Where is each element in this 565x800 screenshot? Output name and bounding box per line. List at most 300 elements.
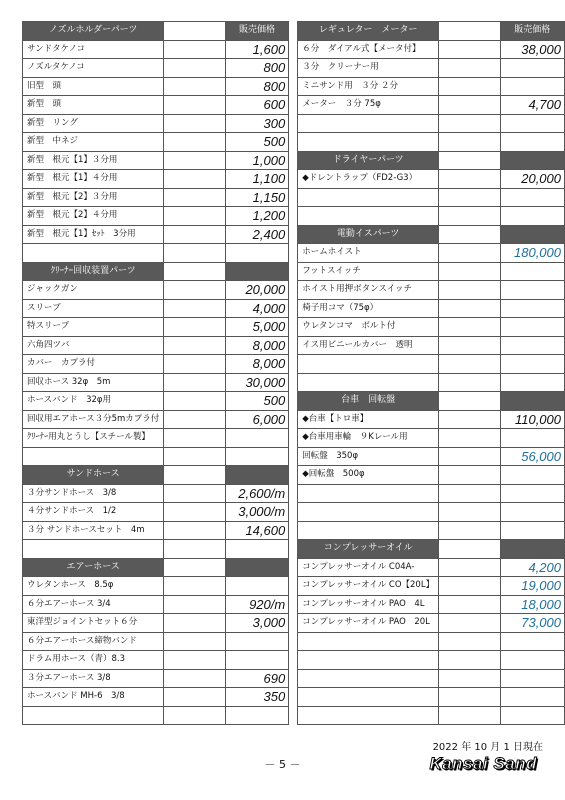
item-price (500, 540, 564, 559)
item-name: 回転盤 350φ (298, 447, 439, 466)
item-name: コンプレッサーオイル C04A- (298, 558, 439, 577)
table-row (23, 410, 565, 429)
column-gap (289, 96, 298, 115)
column-gap (289, 22, 298, 41)
table-row (23, 540, 565, 559)
column-gap (289, 706, 298, 725)
spacer-cell (439, 688, 501, 707)
spacer-cell (164, 373, 226, 392)
item-price (500, 225, 564, 244)
item-name: 新型 頭 (23, 96, 164, 115)
spacer-cell (164, 40, 226, 59)
item-price (225, 466, 288, 485)
item-name: ホースバンド MH-6 3/8 (23, 688, 164, 707)
spacer-cell (439, 133, 501, 152)
spacer-cell (164, 669, 226, 688)
item-name: ３分 サンドホースセット 4m (23, 521, 164, 540)
item-name: ホイスト用押ボタンスイッチ (298, 281, 439, 300)
table-row (23, 40, 565, 59)
spacer-cell (439, 336, 501, 355)
column-gap (289, 336, 298, 355)
item-price: 6,000 (225, 410, 288, 429)
column-gap (289, 392, 298, 411)
section-heading: 台車 回転盤 (298, 392, 439, 411)
item-name: ◆台車用車輪 ９Kレール用 (298, 429, 439, 448)
item-price: 8,000 (225, 355, 288, 374)
item-price: 30,000 (225, 373, 288, 392)
table-row (23, 188, 565, 207)
item-price: 1,100 (225, 170, 288, 189)
column-gap (289, 59, 298, 78)
column-gap (289, 281, 298, 300)
spacer-cell (164, 96, 226, 115)
item-price (500, 651, 564, 670)
table-row (23, 299, 565, 318)
spacer-cell (439, 595, 501, 614)
item-price: 300 (225, 114, 288, 133)
spacer-cell (439, 244, 501, 263)
item-price (500, 355, 564, 374)
item-price: 600 (225, 96, 288, 115)
item-name (23, 244, 164, 263)
table-row (23, 429, 565, 448)
item-price: 3,000/m (225, 503, 288, 522)
item-price (500, 521, 564, 540)
spacer-cell (164, 392, 226, 411)
spacer-cell (439, 355, 501, 374)
item-name: 回収用エアホース３分5mカプラ付 (23, 410, 164, 429)
spacer-cell (164, 503, 226, 522)
item-name (298, 188, 439, 207)
item-price: 800 (225, 59, 288, 78)
spacer-cell (439, 96, 501, 115)
item-name: ６分エアーホース締物バンド (23, 632, 164, 651)
item-name: ジャックガン (23, 281, 164, 300)
spacer-cell (164, 632, 226, 651)
item-price (225, 706, 288, 725)
section-heading: ノズルホルダーパーツ (23, 22, 164, 41)
table-row (23, 595, 565, 614)
item-price (500, 207, 564, 226)
spacer-cell (439, 262, 501, 281)
spacer-cell (164, 688, 226, 707)
spacer-cell (439, 281, 501, 300)
item-price (225, 577, 288, 596)
item-name (298, 355, 439, 374)
spacer-cell (439, 225, 501, 244)
spacer-cell (164, 281, 226, 300)
item-price: 4,200 (500, 558, 564, 577)
item-price: 500 (225, 133, 288, 152)
item-price (225, 651, 288, 670)
column-gap (289, 429, 298, 448)
item-name: 東洋型ジョイントセット６分 (23, 614, 164, 633)
spacer-cell (164, 188, 226, 207)
column-gap (289, 262, 298, 281)
item-name: ドラム用ホース（青）8.3 (23, 651, 164, 670)
column-gap (289, 577, 298, 596)
item-price (500, 466, 564, 485)
item-name: ◆ドレントラップ（FD2-G3） (298, 170, 439, 189)
column-gap (289, 299, 298, 318)
table-row (23, 355, 565, 374)
item-name (298, 114, 439, 133)
item-price: 3,000 (225, 614, 288, 633)
item-price (225, 447, 288, 466)
item-name: ３分 クリーナー用 (298, 59, 439, 78)
item-name: 椅子用コマ（75φ） (298, 299, 439, 318)
spacer-cell (439, 207, 501, 226)
item-name (23, 706, 164, 725)
column-gap (289, 651, 298, 670)
item-price: 180,000 (500, 244, 564, 263)
spacer-cell (439, 706, 501, 725)
spacer-cell (164, 540, 226, 559)
item-name: コンプレッサーオイル PAO 4L (298, 595, 439, 614)
spacer-cell (439, 503, 501, 522)
item-name: ６分エアーホース 3/4 (23, 595, 164, 614)
item-price: 110,000 (500, 410, 564, 429)
column-gap (289, 614, 298, 633)
item-name: 新型 根元【2】３分用 (23, 188, 164, 207)
item-price (500, 59, 564, 78)
spacer-cell (439, 651, 501, 670)
price-list-table (22, 21, 565, 725)
column-gap (289, 632, 298, 651)
item-price: 690 (225, 669, 288, 688)
table-row (23, 632, 565, 651)
table-row (23, 262, 565, 281)
item-price: 56,000 (500, 447, 564, 466)
item-name: 新型 根元【1】３分用 (23, 151, 164, 170)
column-gap (289, 484, 298, 503)
table-row (23, 281, 565, 300)
column-gap (289, 373, 298, 392)
item-name: ◆回転盤 500φ (298, 466, 439, 485)
table-row (23, 151, 565, 170)
item-price (500, 77, 564, 96)
item-price: 5,000 (225, 318, 288, 337)
item-price: 73,000 (500, 614, 564, 633)
item-name: 特スリーブ (23, 318, 164, 337)
item-price (500, 688, 564, 707)
item-name: 新型 中ネジ (23, 133, 164, 152)
item-price (500, 299, 564, 318)
column-gap (289, 225, 298, 244)
spacer-cell (439, 318, 501, 337)
spacer-cell (439, 170, 501, 189)
spacer-cell (439, 466, 501, 485)
table-row (23, 336, 565, 355)
table-row (23, 244, 565, 263)
item-name: ウレタンホース 8.5φ (23, 577, 164, 596)
spacer-cell (439, 632, 501, 651)
column-gap (289, 355, 298, 374)
spacer-cell (439, 669, 501, 688)
spacer-cell (164, 410, 226, 429)
spacer-cell (164, 466, 226, 485)
spacer-cell (439, 40, 501, 59)
item-name: ６分 ダイアル式【メータ付】 (298, 40, 439, 59)
item-price (225, 262, 288, 281)
spacer-cell (164, 133, 226, 152)
spacer-cell (439, 614, 501, 633)
item-name: 新型 根元【1】４分用 (23, 170, 164, 189)
item-price: 1,600 (225, 40, 288, 59)
column-gap (289, 151, 298, 170)
item-price (500, 188, 564, 207)
item-name (298, 503, 439, 522)
item-name: ｸﾘｰﾅｰ用丸とうし【スチール製】 (23, 429, 164, 448)
item-price: 8,000 (225, 336, 288, 355)
table-row (23, 373, 565, 392)
item-price (500, 484, 564, 503)
item-price (500, 429, 564, 448)
spacer-cell (164, 59, 226, 78)
item-name: ノズルタケノコ (23, 59, 164, 78)
item-price: 1,150 (225, 188, 288, 207)
spacer-cell (439, 151, 501, 170)
spacer-cell (439, 558, 501, 577)
column-gap (289, 466, 298, 485)
column-gap (289, 188, 298, 207)
item-price (225, 429, 288, 448)
spacer-cell (439, 299, 501, 318)
item-name: 旧型 頭 (23, 77, 164, 96)
item-price (500, 133, 564, 152)
table-row (23, 651, 565, 670)
item-price: 4,700 (500, 96, 564, 115)
item-name (298, 521, 439, 540)
item-price: 2,600/m (225, 484, 288, 503)
item-price: 20,000 (500, 170, 564, 189)
spacer-cell (164, 355, 226, 374)
table-row (23, 318, 565, 337)
table-row (23, 558, 565, 577)
spacer-cell (164, 114, 226, 133)
spacer-cell (439, 540, 501, 559)
item-price: 920/m (225, 595, 288, 614)
spacer-cell (164, 262, 226, 281)
column-gap (289, 207, 298, 226)
item-price (500, 373, 564, 392)
item-name: ◆台車【トロ車】 (298, 410, 439, 429)
spacer-cell (164, 225, 226, 244)
item-price: 20,000 (225, 281, 288, 300)
table-row (23, 170, 565, 189)
table-row (23, 114, 565, 133)
item-name: 新型 リング (23, 114, 164, 133)
item-price: 1,200 (225, 207, 288, 226)
item-name: ４分サンドホース 1/2 (23, 503, 164, 522)
item-name (298, 669, 439, 688)
spacer-cell (164, 429, 226, 448)
table-row (23, 577, 565, 596)
table-row (23, 77, 565, 96)
column-gap (289, 447, 298, 466)
table-row (23, 706, 565, 725)
item-name: 新型 根元【2】４分用 (23, 207, 164, 226)
item-name: ３分サンドホース 3/8 (23, 484, 164, 503)
item-name: サンドタケノコ (23, 40, 164, 59)
table-row (23, 392, 565, 411)
table-row (23, 22, 565, 41)
item-price (500, 151, 564, 170)
item-price (500, 503, 564, 522)
item-name (298, 373, 439, 392)
spacer-cell (164, 151, 226, 170)
item-name: 新型 根元【1】ｾｯﾄ 3分用 (23, 225, 164, 244)
item-price: 500 (225, 392, 288, 411)
table-row (23, 96, 565, 115)
item-name: 回収ホース 32φ 5m (23, 373, 164, 392)
spacer-cell (164, 244, 226, 263)
table-row (23, 688, 565, 707)
spacer-cell (164, 595, 226, 614)
spacer-cell (439, 373, 501, 392)
item-name: ミニサンド用 ３分 ２分 (298, 77, 439, 96)
item-price: 18,000 (500, 595, 564, 614)
table-row (23, 521, 565, 540)
item-price (500, 114, 564, 133)
item-name: ウレタンコマ ボルト付 (298, 318, 439, 337)
spacer-cell (164, 170, 226, 189)
table-row (23, 484, 565, 503)
item-price (500, 706, 564, 725)
item-name (23, 447, 164, 466)
column-gap (289, 133, 298, 152)
item-price: 4,000 (225, 299, 288, 318)
item-name: コンプレッサーオイル CO【20L】 (298, 577, 439, 596)
column-gap (289, 170, 298, 189)
item-price (500, 318, 564, 337)
spacer-cell (164, 614, 226, 633)
item-name (298, 706, 439, 725)
spacer-cell (439, 447, 501, 466)
item-price (500, 632, 564, 651)
table-row (23, 614, 565, 633)
item-price (500, 669, 564, 688)
spacer-cell (439, 577, 501, 596)
item-price (225, 558, 288, 577)
item-name (298, 688, 439, 707)
item-name: イス用ビニールカバー 透明 (298, 336, 439, 355)
item-price: 14,600 (225, 521, 288, 540)
section-heading: 電動イスパーツ (298, 225, 439, 244)
item-name: コンプレッサーオイル PAO 20L (298, 614, 439, 633)
column-gap (289, 318, 298, 337)
item-name (298, 484, 439, 503)
item-price (500, 262, 564, 281)
table-row (23, 133, 565, 152)
column-gap (289, 521, 298, 540)
spacer-cell (164, 318, 226, 337)
spacer-cell (439, 22, 501, 41)
table-row (23, 59, 565, 78)
spacer-cell (164, 77, 226, 96)
item-price: 800 (225, 77, 288, 96)
table-row (23, 503, 565, 522)
spacer-cell (439, 410, 501, 429)
spacer-cell (439, 521, 501, 540)
section-heading: ドライヤーパーツ (298, 151, 439, 170)
item-name: ホームホイスト (298, 244, 439, 263)
table-row (23, 447, 565, 466)
item-price: 2,400 (225, 225, 288, 244)
item-price: 38,000 (500, 40, 564, 59)
item-price: 19,000 (500, 577, 564, 596)
item-name (298, 133, 439, 152)
spacer-cell (439, 114, 501, 133)
column-gap (289, 595, 298, 614)
spacer-cell (439, 484, 501, 503)
spacer-cell (164, 447, 226, 466)
item-name: ３分エアーホース 3/8 (23, 669, 164, 688)
page-number: － 5 － (264, 758, 301, 771)
item-price (500, 281, 564, 300)
spacer-cell (439, 59, 501, 78)
spacer-cell (164, 22, 226, 41)
column-gap (289, 77, 298, 96)
spacer-cell (439, 429, 501, 448)
spacer-cell (439, 188, 501, 207)
price-column-header: 販売価格 (500, 22, 564, 41)
spacer-cell (164, 706, 226, 725)
column-gap (289, 503, 298, 522)
item-name: カバー カプラ付 (23, 355, 164, 374)
item-name (23, 540, 164, 559)
section-heading: ｸﾘｰﾅｰ回収装置パーツ (23, 262, 164, 281)
item-name: フットスイッチ (298, 262, 439, 281)
spacer-cell (439, 77, 501, 96)
column-gap (289, 540, 298, 559)
item-name (298, 207, 439, 226)
spacer-cell (164, 299, 226, 318)
price-column-header: 販売価格 (225, 22, 288, 41)
item-price (500, 392, 564, 411)
spacer-cell (164, 577, 226, 596)
item-price: 1,000 (225, 151, 288, 170)
spacer-cell (164, 336, 226, 355)
table-row (23, 225, 565, 244)
item-name (298, 651, 439, 670)
column-gap (289, 114, 298, 133)
column-gap (289, 688, 298, 707)
section-heading: レギュレター メーター (298, 22, 439, 41)
item-price: 350 (225, 688, 288, 707)
brand-logo: Kansai Sand (429, 754, 537, 773)
spacer-cell (164, 484, 226, 503)
section-heading: コンプレッサーオイル (298, 540, 439, 559)
table-row (23, 669, 565, 688)
item-name (298, 632, 439, 651)
section-heading: サンドホース (23, 466, 164, 485)
column-gap (289, 410, 298, 429)
spacer-cell (164, 558, 226, 577)
spacer-cell (164, 521, 226, 540)
spacer-cell (164, 651, 226, 670)
spacer-cell (164, 207, 226, 226)
item-name: スリーブ (23, 299, 164, 318)
column-gap (289, 558, 298, 577)
section-heading: エアーホース (23, 558, 164, 577)
item-name: ホースバンド 32φ用 (23, 392, 164, 411)
item-name: メーター ３分 75φ (298, 96, 439, 115)
column-gap (289, 40, 298, 59)
item-price (225, 632, 288, 651)
date-note: 2022 年 10 月 1 日現在 (432, 742, 543, 753)
column-gap (289, 669, 298, 688)
